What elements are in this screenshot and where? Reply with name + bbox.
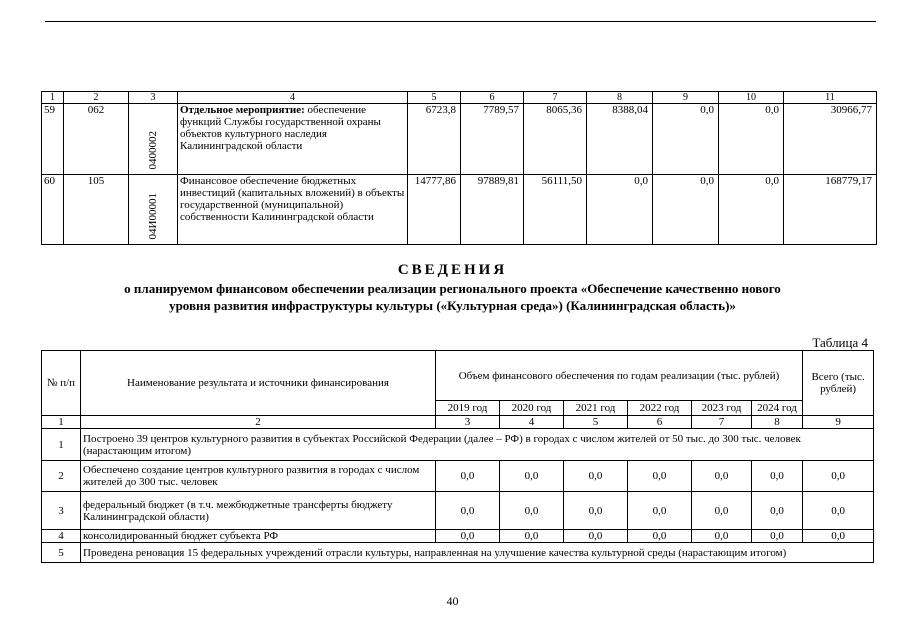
section-subtitle-line2: уровня развития инфраструктуры культуры («Культурная среда») (Калининградская область)» — [169, 298, 736, 313]
value-cell: 0,0 — [803, 492, 874, 530]
header-cell: 6 — [461, 92, 524, 104]
column-number-row — [42, 416, 874, 429]
table-header-row — [42, 92, 877, 104]
value-cell: 14777,86 — [408, 175, 461, 245]
section-subtitle-line1: о планируемом финансовом обеспечении реализации регионального проекта «Обеспечение качественно нового — [124, 281, 781, 296]
table-row — [42, 461, 874, 492]
row-text: консолидированный бюджет субъекта РФ — [81, 530, 436, 543]
value-cell: 0,0 — [436, 530, 500, 543]
row-number: 59 — [42, 104, 64, 175]
row-vertical-code: 04И00001 — [147, 192, 159, 239]
row-number: 3 — [42, 492, 81, 530]
row-code: 105 — [64, 175, 129, 245]
row-text: Обеспечено создание центров культурного развития в городах с числом жителей до 300 тыс. человек — [81, 461, 436, 492]
header-total: Всего (тыс. рублей) — [803, 351, 874, 416]
row-number: 5 — [42, 543, 81, 563]
table-row — [42, 104, 877, 175]
col-number: 4 — [500, 416, 564, 429]
col-number: 6 — [628, 416, 692, 429]
table-row — [42, 429, 874, 461]
row-description-text: Финансовое обеспечение бюджетных инвестиций (капитальных вложений) в объекты государственной (муниципальной) собственности Калининградской области — [180, 175, 405, 223]
col-number: 3 — [436, 416, 500, 429]
row-description-text: обеспечение функций Службы государственной охраны объектов культурного наследия Калининградской области — [180, 104, 381, 152]
value-cell: 56111,50 — [524, 175, 587, 245]
top-rule — [45, 21, 876, 22]
value-cell: 0,0 — [436, 492, 500, 530]
header-cell: 11 — [784, 92, 877, 104]
header-cell: 5 — [408, 92, 461, 104]
row-number: 60 — [42, 175, 64, 245]
year-cell: 2021 год — [564, 401, 628, 416]
year-cell: 2024 год — [752, 401, 803, 416]
row-number: 4 — [42, 530, 81, 543]
table-header-row — [42, 351, 874, 401]
value-cell: 97889,81 — [461, 175, 524, 245]
value-cell: 0,0 — [436, 461, 500, 492]
value-cell: 0,0 — [628, 530, 692, 543]
col-number: 8 — [752, 416, 803, 429]
year-cell: 2023 год — [692, 401, 752, 416]
header-cell: 9 — [653, 92, 719, 104]
table-label: Таблица 4 — [812, 335, 868, 350]
header-cell: 1 — [42, 92, 64, 104]
header-cell: 7 — [524, 92, 587, 104]
row-number: 1 — [42, 429, 81, 461]
value-cell: 0,0 — [564, 461, 628, 492]
table-row — [42, 492, 874, 530]
value-cell: 0,0 — [803, 461, 874, 492]
table-row — [42, 530, 874, 543]
funding-table — [41, 350, 874, 563]
value-cell: 0,0 — [752, 492, 803, 530]
header-num: № п/п — [42, 351, 81, 416]
year-cell: 2022 год — [628, 401, 692, 416]
value-cell: 0,0 — [692, 530, 752, 543]
header-cell: 10 — [719, 92, 784, 104]
page-number: 40 — [446, 594, 459, 608]
value-cell: 0,0 — [564, 530, 628, 543]
row-vertical-code-cell — [129, 104, 178, 175]
value-cell: 0,0 — [653, 175, 719, 245]
row-text: федеральный бюджет (в т.ч. межбюджетные трансферты бюджету Калининградской области) — [81, 492, 436, 530]
value-cell: 0,0 — [752, 461, 803, 492]
section-title: СВЕДЕНИЯ — [397, 262, 508, 278]
col-number: 7 — [692, 416, 752, 429]
result-text: Проведена реновация 15 федеральных учреждений отрасли культуры, направленная на улучшение качества культурной среды (нарастающим итогом) — [81, 543, 874, 563]
value-cell: 0,0 — [653, 104, 719, 175]
col-number: 9 — [803, 416, 874, 429]
value-cell: 0,0 — [752, 530, 803, 543]
row-number: 2 — [42, 461, 81, 492]
value-cell: 0,0 — [803, 530, 874, 543]
row-description — [178, 104, 408, 175]
header-cell: 3 — [129, 92, 178, 104]
col-number: 1 — [42, 416, 81, 429]
value-cell: 0,0 — [692, 461, 752, 492]
value-cell: 168779,17 — [784, 175, 877, 245]
value-cell: 0,0 — [628, 492, 692, 530]
header-cell: 8 — [587, 92, 653, 104]
value-cell: 0,0 — [500, 530, 564, 543]
value-cell: 7789,57 — [461, 104, 524, 175]
row-code: 062 — [64, 104, 129, 175]
row-description — [178, 175, 408, 245]
table-row — [42, 543, 874, 563]
year-cell: 2020 год — [500, 401, 564, 416]
value-cell: 8388,04 — [587, 104, 653, 175]
year-cell: 2019 год — [436, 401, 500, 416]
value-cell: 8065,36 — [524, 104, 587, 175]
row-vertical-code: 0400002 — [147, 130, 159, 169]
value-cell: 0,0 — [500, 461, 564, 492]
header-cell: 4 — [178, 92, 408, 104]
value-cell: 6723,8 — [408, 104, 461, 175]
header-name: Наименование результата и источники финансирования — [81, 351, 436, 416]
value-cell: 0,0 — [628, 461, 692, 492]
result-text: Построено 39 центров культурного развития в субъектах Российской Федерации (далее – РФ) в городах с числом жителей от 50 тыс. до 300 тыс. человек (нарастающим итогом) — [81, 429, 874, 461]
header-volume: Объем финансового обеспечения по годам реализации (тыс. рублей) — [436, 351, 803, 401]
value-cell: 0,0 — [719, 175, 784, 245]
value-cell: 30966,77 — [784, 104, 877, 175]
value-cell: 0,0 — [719, 104, 784, 175]
value-cell: 0,0 — [587, 175, 653, 245]
funding-table-continued — [41, 91, 877, 245]
col-number: 2 — [81, 416, 436, 429]
value-cell: 0,0 — [564, 492, 628, 530]
table-row — [42, 175, 877, 245]
value-cell: 0,0 — [500, 492, 564, 530]
row-description-bold: Отдельное мероприятие: — [180, 104, 305, 116]
col-number: 5 — [564, 416, 628, 429]
row-vertical-code-cell — [129, 175, 178, 245]
header-cell: 2 — [64, 92, 129, 104]
value-cell: 0,0 — [692, 492, 752, 530]
